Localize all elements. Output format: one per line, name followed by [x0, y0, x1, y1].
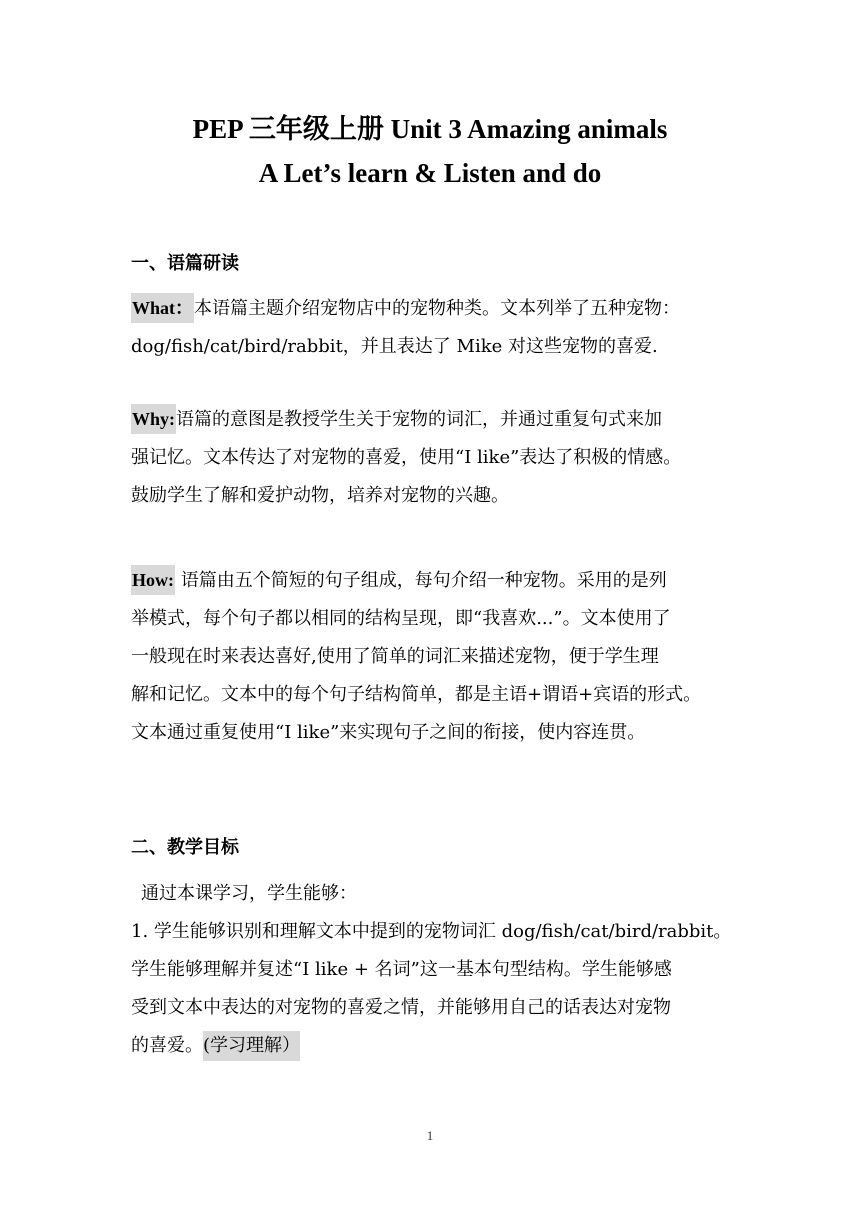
- how-paragraph: [131, 562, 751, 752]
- why-text-1: 语篇的意图是教授学生关于宠物的词汇，并通过重复句式来加: [176, 409, 663, 430]
- how-line-3: 一般现在时来表达喜好,使用了简单的词汇来描述宠物，便于学生理: [131, 646, 659, 667]
- what-line-1: [131, 290, 751, 328]
- how-line-4: 解和记忆。文本中的每个句子结构简单，都是主语+谓语+宾语的形式。: [131, 684, 702, 705]
- goals-intro: [141, 875, 761, 913]
- goal-1-paragraph: [131, 913, 751, 1065]
- goals-intro-line: 通过本课学习，学生能够：: [141, 883, 357, 904]
- what-paragraph: [131, 290, 751, 366]
- goal-1-text-4: 的喜爱。: [131, 1035, 203, 1056]
- why-paragraph: [131, 401, 751, 515]
- how-line-5: 文本通过重复使用“I like”来实现句子之间的衔接，使内容连贯。: [131, 722, 646, 743]
- how-label: How:: [131, 565, 175, 595]
- how-line-1: [131, 562, 751, 600]
- page-number: 1: [426, 1128, 434, 1143]
- how-line-2: 举模式，每个句子都以相同的结构呈现，即“我喜欢...”。文本使用了: [131, 608, 671, 629]
- goal-1-line-1: 1. 学生能够识别和理解文本中提到的宠物词汇 dog/fish/cat/bird/rabbit。: [131, 921, 732, 942]
- document-title-line1: PEP 三年级上册 Unit 3 Amazing animals: [192, 114, 668, 144]
- why-line-3: 鼓励学生了解和爱护动物，培养对宠物的兴趣。: [131, 485, 509, 506]
- why-line-2: 强记忆。文本传达了对宠物的喜爱，使用“I like”表达了积极的情感。: [131, 447, 682, 468]
- what-text-1: 本语篇主题介绍宠物店中的宠物种类。文本列举了五种宠物：: [194, 298, 681, 319]
- why-line-1: [131, 401, 751, 439]
- why-label: Why:: [131, 404, 176, 434]
- goal-1-line-4: [131, 1027, 751, 1065]
- goal-1-line-2: 学生能够理解并复述“I like + 名词”这一基本句型结构。学生能够感: [131, 959, 672, 980]
- goal-1-line-3: 受到文本中表达的对宠物的喜爱之情，并能够用自己的话表达对宠物: [131, 997, 671, 1018]
- goal-1-tag-badge: (学习理解）: [203, 1031, 300, 1061]
- document-title-line2: A Let’s learn & Listen and do: [258, 158, 602, 188]
- section-heading-teaching-goals: 二、教学目标: [131, 837, 239, 858]
- what-line-2: dog/fish/cat/bird/rabbit，并且表达了 Mike 对这些宠物的喜爱.: [131, 336, 658, 357]
- what-label: What：: [131, 293, 194, 323]
- how-text-1: 语篇由五个简短的句子组成，每句介绍一种宠物。采用的是列: [175, 570, 667, 591]
- section-heading-text-analysis: 一、语篇研读: [131, 253, 239, 274]
